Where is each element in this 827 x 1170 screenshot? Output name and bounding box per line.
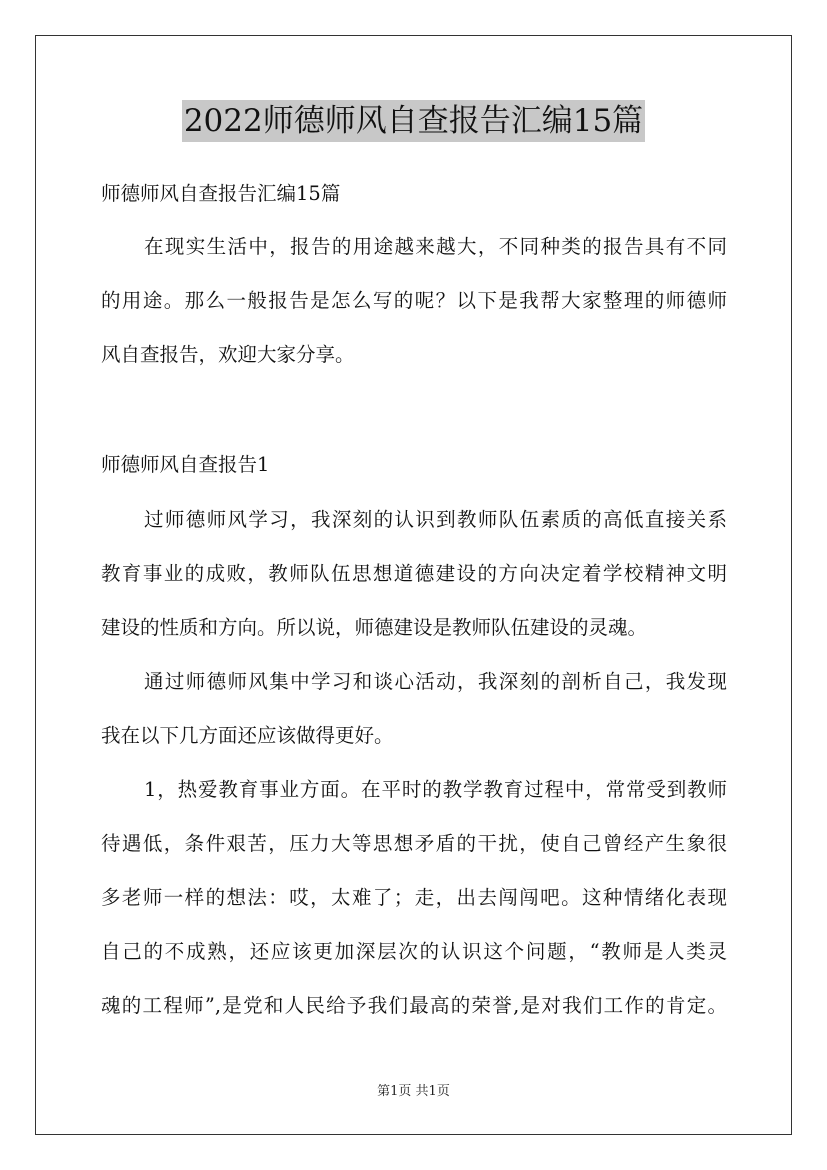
paragraph-line: 我在以下几方面还应该做得更好。 xyxy=(101,724,394,747)
title-container xyxy=(0,100,827,142)
subtitle-line: 师德师风自查报告汇编15篇 xyxy=(101,182,341,205)
paragraph-line: 在现实生活中，报告的用途越来越大，不同种类的报告具有不同 xyxy=(144,235,727,258)
section-heading: 师德师风自查报告1 xyxy=(101,453,270,476)
paragraph-line: 通过师德师风集中学习和谈心活动，我深刻的剖析自己，我发现 xyxy=(144,670,727,693)
document-title: 2022师德师风自查报告汇编15篇 xyxy=(182,100,645,142)
paragraph-line: 过师德师风学习，我深刻的认识到教师队伍素质的高低直接关系 xyxy=(144,508,727,531)
paragraph-line: 风自查报告，欢迎大家分享。 xyxy=(101,343,355,366)
paragraph-line: 建设的性质和方向。所以说，师德建设是教师队伍建设的灵魂。 xyxy=(101,616,648,639)
paragraph-line: 的用途。那么一般报告是怎么写的呢？以下是我帮大家整理的师德师 xyxy=(101,289,727,312)
page-footer: 第1页 共1页 xyxy=(377,1084,450,1099)
paragraph-line: 教育事业的成败，教师队伍思想道德建设的方向决定着学校精神文明 xyxy=(101,562,727,585)
paragraph-line: 待遇低，条件艰苦，压力大等思想矛盾的干扰，使自己曾经产生象很 xyxy=(101,832,727,855)
paragraph-line: 魂的工程师”,是党和人民给予我们最高的荣誉,是对我们工作的肯定。 xyxy=(101,994,727,1017)
paragraph-line: 多老师一样的想法：哎，太难了；走，出去闯闯吧。这种情绪化表现 xyxy=(101,886,727,909)
paragraph-line: 自己的不成熟，还应该更加深层次的认识这个问题，“教师是人类灵 xyxy=(101,940,727,963)
paragraph-line: 1，热爱教育事业方面。在平时的教学教育过程中，常常受到教师 xyxy=(144,778,727,801)
